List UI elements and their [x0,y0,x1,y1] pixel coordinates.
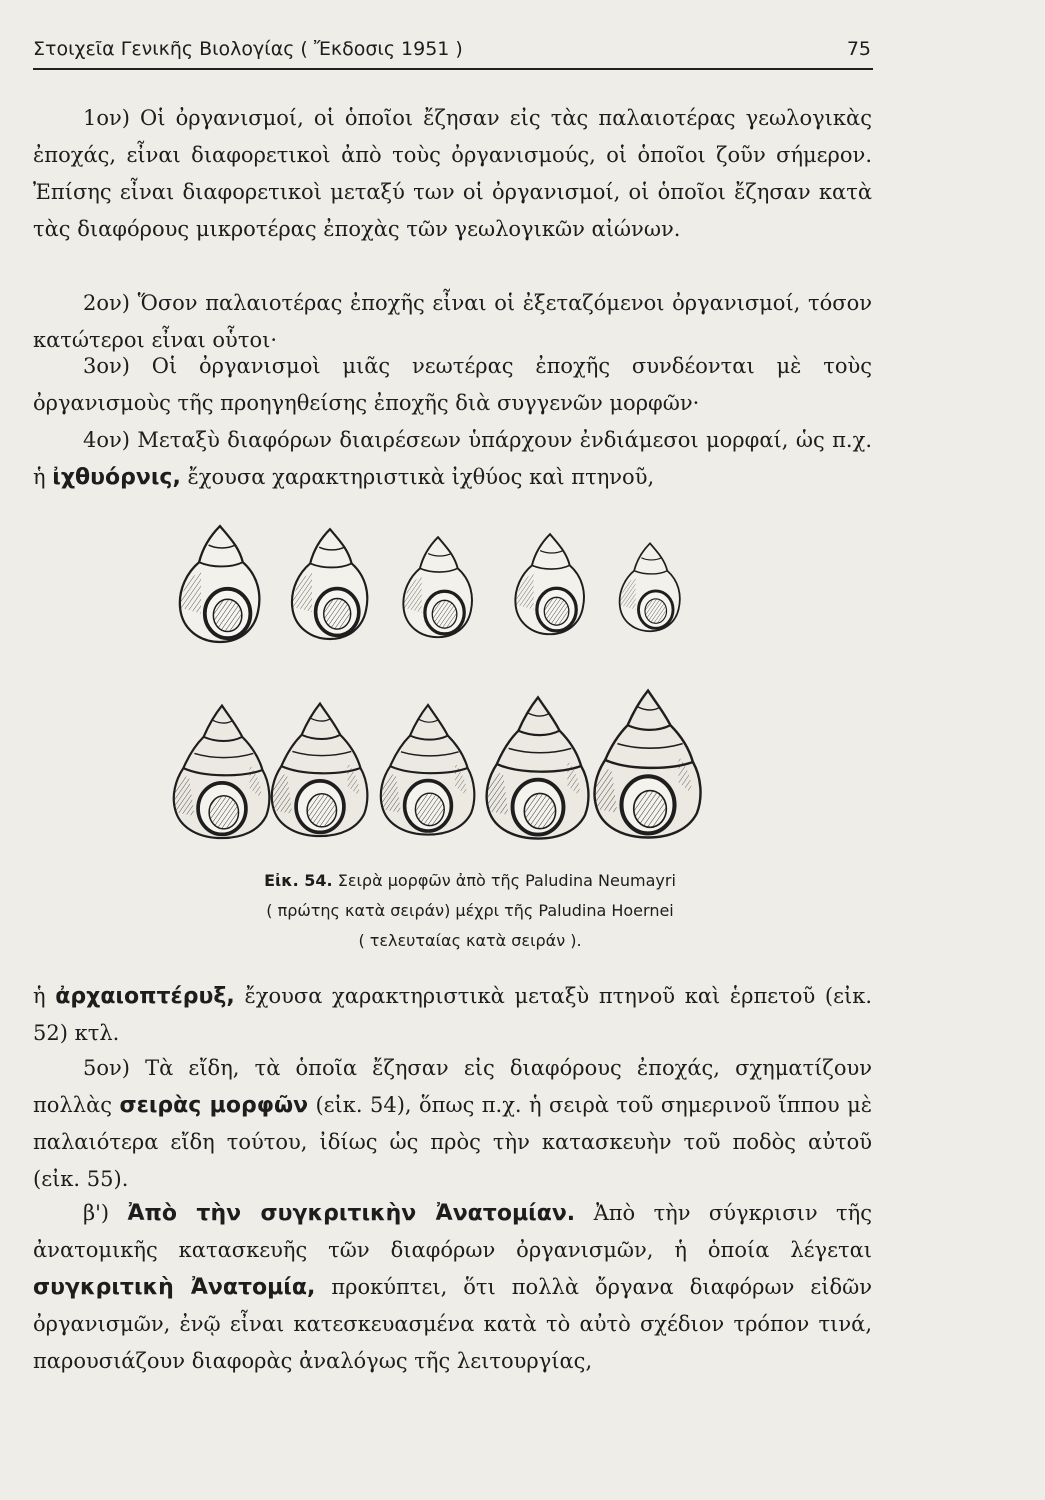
snail-shells-illustration-icon [160,500,720,860]
term-ichthyornis: ἰχθυόρνις, [52,465,181,490]
paragraph-5-body [33,978,872,1052]
shell-bottom-3 [381,705,475,835]
paragraph-5-prefix: ἡ [33,984,46,1008]
figure-caption [160,866,780,956]
shell-top-5 [620,543,680,631]
shell-top-4 [515,534,584,634]
paragraph-6 [33,1050,872,1198]
caption-line-1 [160,866,780,896]
paragraph-7-text-1: Ἀπὸ τὴν σύγκρισιν τῆς ἀνατομικῆς κατασκευῆς τῶν διαφόρων ὀργανισμῶν, ἡ ὁποία λέγεται [33,1201,872,1262]
paragraph-1 [33,100,872,248]
shell-top-1 [180,526,260,642]
shell-bottom-5 [595,691,701,838]
caption-text-1: Σειρὰ μορφῶν ἀπὸ τῆς Paludina Neumayri [337,871,676,890]
term-comparative-anatomy: συγκριτικὴ Ἀνατομία, [33,1275,316,1300]
paragraph-7-body [33,1195,872,1380]
paragraph-3 [33,348,872,422]
term-archaeopteryx: ἀρχαιοπτέρυξ, [55,984,235,1009]
figure-54 [160,500,720,860]
paragraph-3-text: 3ον) Οἱ ὀργανισμοὶ μιᾶς νεωτέρας ἐποχῆς συνδέονται μὲ τοὺς ὀργανισμοὺς τῆς προηγηθείσης ἐποχῆς διὰ συγγενῶν μορφῶν· [33,354,872,415]
paragraph-1-text: 1ον) Οἱ ὀργανισμοί, οἱ ὁποῖοι ἔζησαν εἰς τὰς παλαιοτέρας γεωλογικὰς ἐποχάς, εἶναι διαφορετικοὶ ἀπὸ τοὺς ὀργανισμούς, οἱ ὁποῖοι ζοῦν σήμερον. Ἐπίσης εἶναι διαφορετικοὶ μεταξύ των οἱ ὀργανισμοί, οἱ ὁποῖοι ἔζησαν κατὰ τὰς διαφόρους μικροτέρας ἐποχὰς τῶν γεωλογικῶν αἰώνων. [33,106,872,241]
shell-bottom-2 [272,704,368,836]
caption-label: Εἰκ. 54. [264,871,333,890]
paragraph-4-body [33,422,872,496]
caption-line-3: ( τελευταίας κατὰ σειράν ). [358,931,582,950]
paragraph-5 [33,978,872,1052]
paragraph-4-text: 4ον) Μεταξὺ διαφόρων διαιρέσεων ὑπάρχουν ἐνδιάμεσοι μορφαί, ὡς π.χ. ἡ [33,428,872,489]
paragraph-2-text: 2ον) Ὅσον παλαιοτέρας ἐποχῆς εἶναι οἱ ἐξεταζόμενοι ὀργανισμοί, τόσον κατώτεροι εἶναι οὗτοι· [33,291,872,352]
paragraph-4 [33,422,872,496]
shell-top-2 [292,529,367,639]
paragraph-7-text-2: προκύπτει, ὅτι πολλὰ ὄργανα διαφόρων εἰδῶν ὀργανισμῶν, ἐνῷ εἶναι κατεσκευασμένα κατὰ τὸ αὐτὸ σχέδιον τρόπον τινά, παρουσιάζουν διαφορὰς ἀναλόγως τῆς λειτουργίας, [33,1275,872,1373]
paragraph-5-text: ἔχουσα χαρακτηριστικὰ μεταξὺ πτηνοῦ καὶ ἑρπετοῦ (εἰκ. 52) κτλ. [33,984,872,1045]
paragraph-6-text: 5ον) Τὰ εἴδη, τὰ ὁποῖα ἔζησαν εἰς διαφόρους ἐποχάς, σχηματίζουν πολλὰς [33,1056,872,1117]
term-series-of-forms: σειρὰς μορφῶν [119,1093,309,1118]
running-header [33,38,873,70]
paragraph-7-prefix: β') [83,1201,110,1225]
paragraph-6-text-after: (εἰκ. 54), ὅπως π.χ. ἡ σειρὰ τοῦ σημερινοῦ ἵππου μὲ παλαιότερα εἴδη τούτου, ἰδίως ὡς πρὸς τὴν κατασκευὴν τοῦ ποδὸς αὐτοῦ (εἰκ. 55). [33,1093,872,1191]
page-number: 75 [846,38,871,60]
shell-top-3 [403,537,472,637]
paragraph-6-body [33,1050,872,1198]
shell-bottom-1 [174,706,270,838]
paragraph-7 [33,1195,872,1380]
caption-line-2: ( πρώτης κατὰ σειράν) μέχρι τῆς Paludina Hoernei [266,901,674,920]
paragraph-4-text-after: ἔχουσα χαρακτηριστικὰ ἰχθύος καὶ πτηνοῦ, [187,465,655,489]
section-heading-comparative-anatomy: Ἀπὸ τὴν συγκριτικὴν Ἀνατομίαν. [127,1201,576,1226]
header-title: Στοιχεῖα Γενικῆς Βιολογίας ( Ἔκδοσις 1951 ) [33,38,463,60]
shell-bottom-4 [487,697,589,838]
